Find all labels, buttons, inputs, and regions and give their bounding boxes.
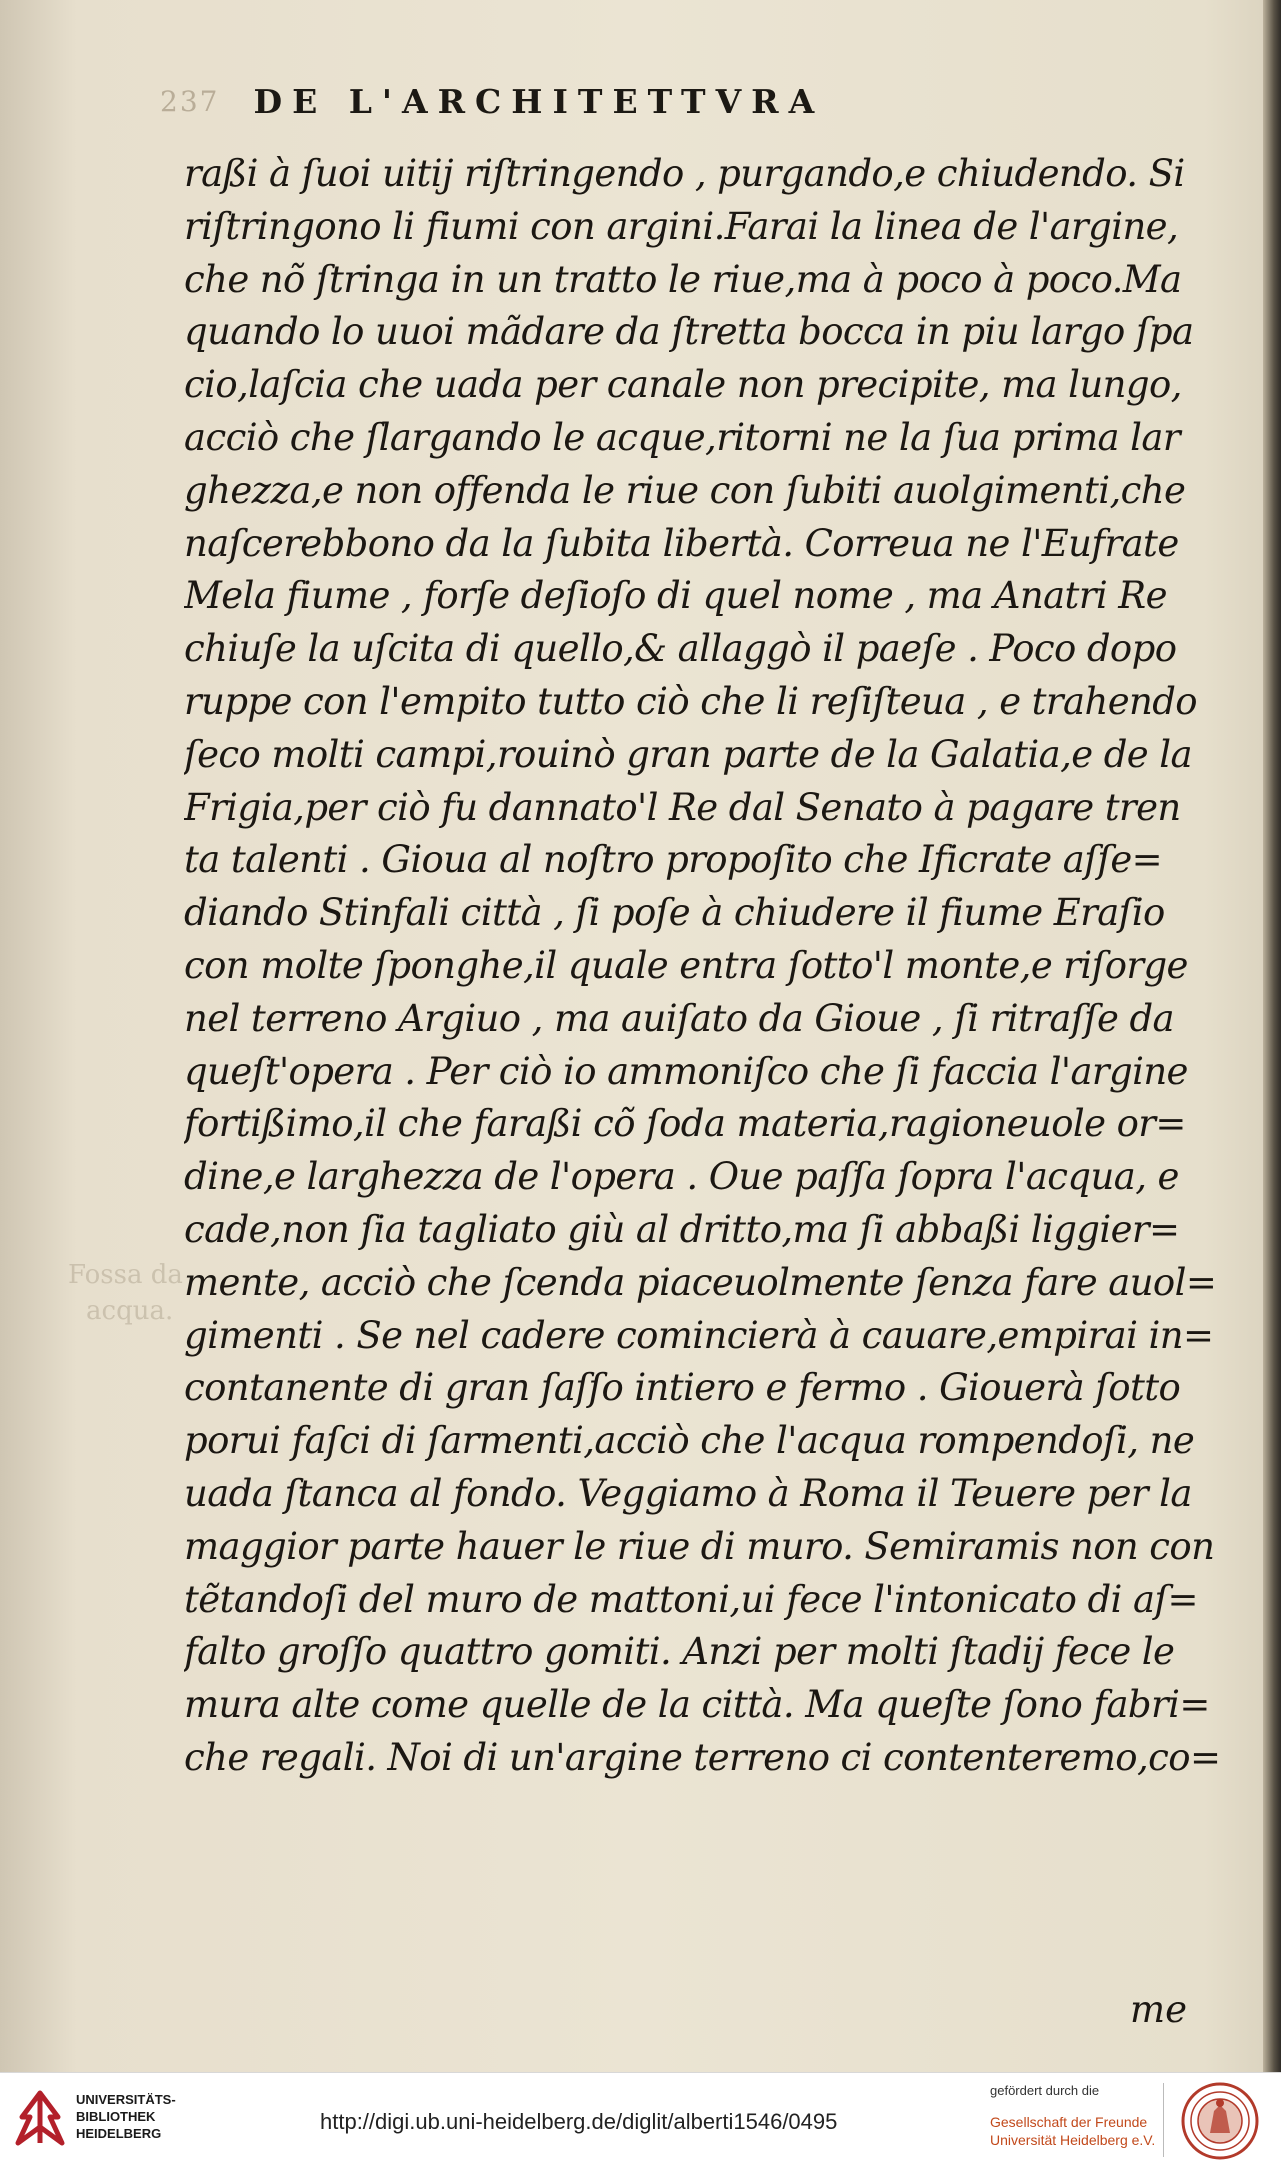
text-line: quando lo uuoi mãdare da ſtretta bocca in piu largo ſpa: [184, 310, 1194, 354]
text-line: cio,laſcia che uada per canale non precipite, ma lungo,: [184, 363, 1182, 407]
running-header: [160, 76, 1160, 126]
margin-bleed-2: acqua.: [86, 1296, 174, 1326]
catchword: me: [1130, 1988, 1187, 2031]
text-line: porui faſci di ſarmenti,acciò che l'acqua rompendoſi, ne: [184, 1419, 1195, 1463]
text-line: riſtringono li fiumi con argini.Farai la linea de l'argine,: [184, 204, 1179, 248]
viewer-footer: [0, 2072, 1281, 2166]
sponsor-divider: [1163, 2083, 1164, 2157]
text-line: uada ſtanca al fondo. Veggiamo à Roma il Teuere per la: [184, 1471, 1192, 1515]
text-line: mura alte come quelle de la città. Ma queſte ſono fabri=: [184, 1683, 1210, 1727]
text-line: ta talenti . Gioua al noſtro propoſito che Ificrate aſſe=: [184, 838, 1163, 882]
text-line: acciò che ſlargando le acque,ritorni ne la ſua prima lar: [184, 415, 1180, 459]
text-line: Frigia,per ciò fu dannato'l Re dal Senato à pagare tren: [184, 785, 1181, 829]
text-line: Mela fiume , forſe deſioſo di quel nome , ma Anatri Re: [184, 574, 1167, 618]
ub-heidelberg-logo-icon: [10, 2087, 70, 2149]
text-line: maggior parte hauer le riue di muro. Semiramis non con: [184, 1524, 1215, 1568]
text-line: cade,non ſia tagliato giù al dritto,ma ſi abbaßi liggier=: [184, 1207, 1180, 1251]
text-line: queſt'opera . Per ciò io ammoniſco che ſi faccia l'argine: [184, 1049, 1188, 1093]
sponsor-label: gefördert durch die: [990, 2083, 1100, 2098]
text-line: mente, acciò che ſcenda piaceuolmente ſenza fare auol=: [184, 1260, 1217, 1304]
text-line: fortißimo,il che faraßi cõ ſoda materia,ragioneuole or=: [184, 1102, 1186, 1146]
text-line: dine,e larghezza de l'opera . Oue paſſa ſopra l'acqua, e: [184, 1155, 1179, 1199]
text-line: ſeco molti campi,rouinò gran parte de la Galatia,e de la: [184, 732, 1192, 776]
university-seal-icon: [1180, 2081, 1260, 2161]
text-line: ruppe con l'empito tutto ciò che li reſiſteua , e trahendo: [184, 679, 1197, 723]
text-line: che regali. Noi di un'argine terreno ci contenteremo,co=: [184, 1735, 1221, 1779]
margin-bleed-1: Fossa da: [68, 1260, 183, 1290]
text-line: gimenti . Se nel cadere comincierà à cauare,empirai in=: [184, 1313, 1214, 1357]
text-line: naſcerebbono da la ſubita libertà. Correua ne l'Eufrate: [184, 521, 1179, 565]
text-line: che nõ ſtringa in un tratto le riue,ma à poco à poco.Ma: [184, 257, 1182, 301]
text-line: falto groſſo quattro gomiti. Anzi per molti ſtadij fece le: [184, 1630, 1175, 1674]
library-name: UNIVERSITÄTS- BIBLIOTHEK HEIDELBERG: [76, 2092, 176, 2141]
header-title: DE L'ARCHITETTVRA: [253, 81, 825, 121]
text-line: nel terreno Argiuo , ma auiſato da Gioue , ſi ritraſſe da: [184, 996, 1175, 1040]
text-line: ghezza,e non offenda le riue con ſubiti auolgimenti,che: [184, 468, 1186, 512]
permalink-url[interactable]: http://digi.ub.uni-heidelberg.de/diglit/alberti1546/0495: [320, 2109, 838, 2134]
body-text: [184, 148, 1242, 1785]
text-line: raßi à ſuoi uitij riſtringendo , purgando,e chiudendo. Si: [184, 152, 1185, 195]
text-line: chiuſe la uſcita di quello,& allaggò il paeſe . Poco dopo: [184, 627, 1177, 671]
text-line: contanente di gran ſaſſo intiero e fermo . Giouerà ſotto: [184, 1366, 1181, 1410]
text-line: con molte ſponghe,il quale entra ſotto'l monte,e riſorge: [184, 943, 1188, 987]
text-line: diando Stinfali città , ſi poſe à chiudere il fiume Eraſio: [184, 891, 1165, 935]
page-number: 237: [160, 84, 220, 118]
sponsor-name: Gesellschaft der Freunde Universität Heidelberg e.V.: [990, 2114, 1156, 2148]
page-edge-shadow: [1263, 0, 1281, 2072]
text-line: tẽtandoſi del muro de mattoni,ui fece l'intonicato di aſ=: [184, 1577, 1198, 1621]
